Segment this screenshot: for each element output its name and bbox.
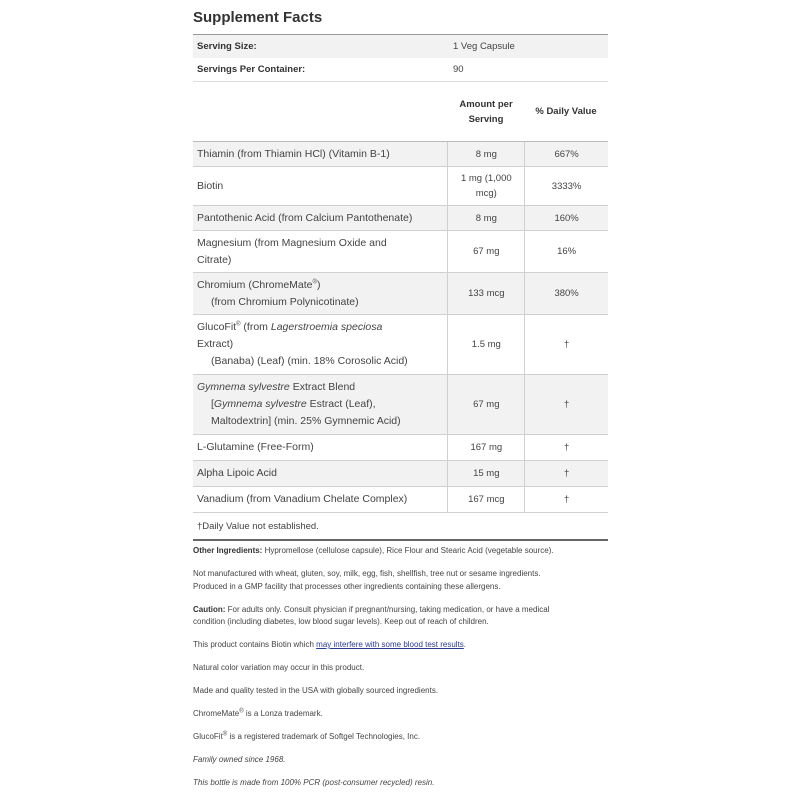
- nutrient-name-line2: Citrate): [197, 253, 232, 266]
- serving-size-row: [193, 35, 608, 58]
- amount-header: [448, 82, 524, 141]
- nutrient-amount: 8 mg: [447, 142, 524, 166]
- page-title: Supplement Facts: [193, 9, 323, 26]
- nutrient-name: Biotin: [197, 179, 224, 192]
- table-row: [193, 167, 608, 206]
- nutrient-dv: †: [524, 461, 608, 486]
- family-owned-note: Family owned since 1968.: [193, 755, 286, 764]
- allergen-statement: Not manufactured with wheat, gluten, soy, milk, egg, fish, shellfish, tree nut or sesame ingredients. Produced in a GMP facility that processes other ingredients containing these allergens.: [193, 569, 541, 591]
- nutrient-amount: 1.5 mg: [447, 315, 524, 374]
- nutrient-amount: 167 mg: [447, 435, 524, 460]
- product-notes: [193, 545, 613, 800]
- glucofit-trademark: GlucoFit® is a registered trademark of Softgel Technologies, Inc.: [193, 731, 421, 741]
- chromemate-trademark: ChromeMate® is a Lonza trademark.: [193, 708, 323, 718]
- nutrient-dv: 160%: [524, 206, 608, 230]
- nutrient-amount: 8 mg: [447, 206, 524, 230]
- supplement-facts-panel: [193, 0, 608, 541]
- nutrient-name: L-Glutamine (Free-Form): [197, 441, 314, 453]
- servings-per-container-label: Servings Per Container:: [197, 64, 306, 75]
- pcr-bottle-note: This bottle is made from 100% PCR (post-consumer recycled) resin.: [193, 778, 435, 787]
- serving-size-label: Serving Size:: [197, 41, 257, 52]
- color-variation-note: Natural color variation may occur in this product.: [193, 663, 365, 672]
- table-row: [193, 231, 608, 273]
- table-row: [193, 487, 608, 513]
- nutrient-name-line3: (Banaba) (Leaf) (min. 18% Corosolic Acid): [211, 355, 408, 367]
- table-row: [193, 375, 608, 435]
- amount-header-line2: Serving: [468, 113, 504, 125]
- table-row: [193, 461, 608, 487]
- table-row: [193, 273, 608, 315]
- nutrient-name-line2: (from Chromium Polynicotinate): [211, 295, 359, 308]
- servings-per-container-value: 90: [453, 64, 464, 75]
- nutrient-name-line2: [Gymnema sylvestre Estract (Leaf),: [211, 398, 376, 410]
- table-row: [193, 142, 608, 167]
- nutrient-name-line1: GlucoFit® (from Lagerstroemia speciosa: [197, 321, 383, 333]
- nutrient-amount: 167 mcg: [447, 487, 524, 512]
- nutrient-amount: 67 mg: [447, 231, 524, 272]
- daily-value-header: % Daily Value: [535, 106, 597, 117]
- servings-per-container-row: [193, 58, 608, 81]
- nutrient-name-line1: Magnesium (from Magnesium Oxide and: [197, 236, 387, 249]
- nutrient-name: Pantothenic Acid (from Calcium Pantothenate): [197, 211, 413, 224]
- nutrient-name-line2: Extract): [197, 338, 234, 350]
- blood-test-link[interactable]: may interfere with some blood test results: [316, 640, 464, 649]
- table-row: [193, 315, 608, 375]
- nutrient-amount: [447, 167, 524, 205]
- biotin-notice: This product contains Biotin which may interfere with some blood test results.: [193, 640, 467, 649]
- caution-statement: Caution: For adults only. Consult physician if pregnant/nursing, taking medication, or have a medical condition (including diabetes, low blood sugar levels). Keep out of reach of children.: [193, 604, 550, 626]
- nutrient-name: Alpha Lipoic Acid: [197, 467, 277, 479]
- nutrient-name-line1: Chromium (ChromeMate®): [197, 278, 321, 291]
- table-row: [193, 206, 608, 231]
- nutrient-amount: 133 mcg: [447, 273, 524, 314]
- nutrient-dv: †: [524, 487, 608, 512]
- amount-header-line1: Amount per: [459, 98, 513, 110]
- table-header: [193, 81, 608, 142]
- nutrient-dv: 380%: [524, 273, 608, 314]
- nutrient-dv: 667%: [524, 142, 608, 166]
- daily-value-footnote: †Daily Value not established.: [197, 520, 319, 532]
- facts-table: [193, 34, 608, 541]
- nutrient-amount: 15 mg: [447, 461, 524, 486]
- serving-size-value: 1 Veg Capsule: [453, 41, 515, 52]
- nutrient-name-line3: Maltodextrin] (min. 25% Gymnemic Acid): [211, 415, 401, 427]
- nutrient-name: Thiamin (from Thiamin HCl) (Vitamin B-1): [197, 147, 390, 160]
- made-in-usa-note: Made and quality tested in the USA with globally sourced ingredients.: [193, 686, 439, 695]
- other-ingredients: Other Ingredients: Hypromellose (cellulose capsule), Rice Flour and Stearic Acid (vegetable source).: [193, 546, 554, 555]
- nutrient-dv: 16%: [524, 231, 608, 272]
- nutrient-name-line1: Gymnema sylvestre Extract Blend: [197, 381, 356, 393]
- nutrient-amount: 67 mg: [447, 375, 524, 434]
- table-row: [193, 435, 608, 461]
- nutrient-dv: †: [524, 375, 608, 434]
- nutrient-amount-line1: 1 mg (1,000: [460, 173, 512, 184]
- nutrient-dv: †: [524, 315, 608, 374]
- nutrient-name: Vanadium (from Vanadium Chelate Complex): [197, 493, 408, 505]
- nutrient-dv: †: [524, 435, 608, 460]
- nutrient-amount-line2: mcg): [475, 188, 497, 199]
- nutrient-dv: 3333%: [524, 167, 608, 205]
